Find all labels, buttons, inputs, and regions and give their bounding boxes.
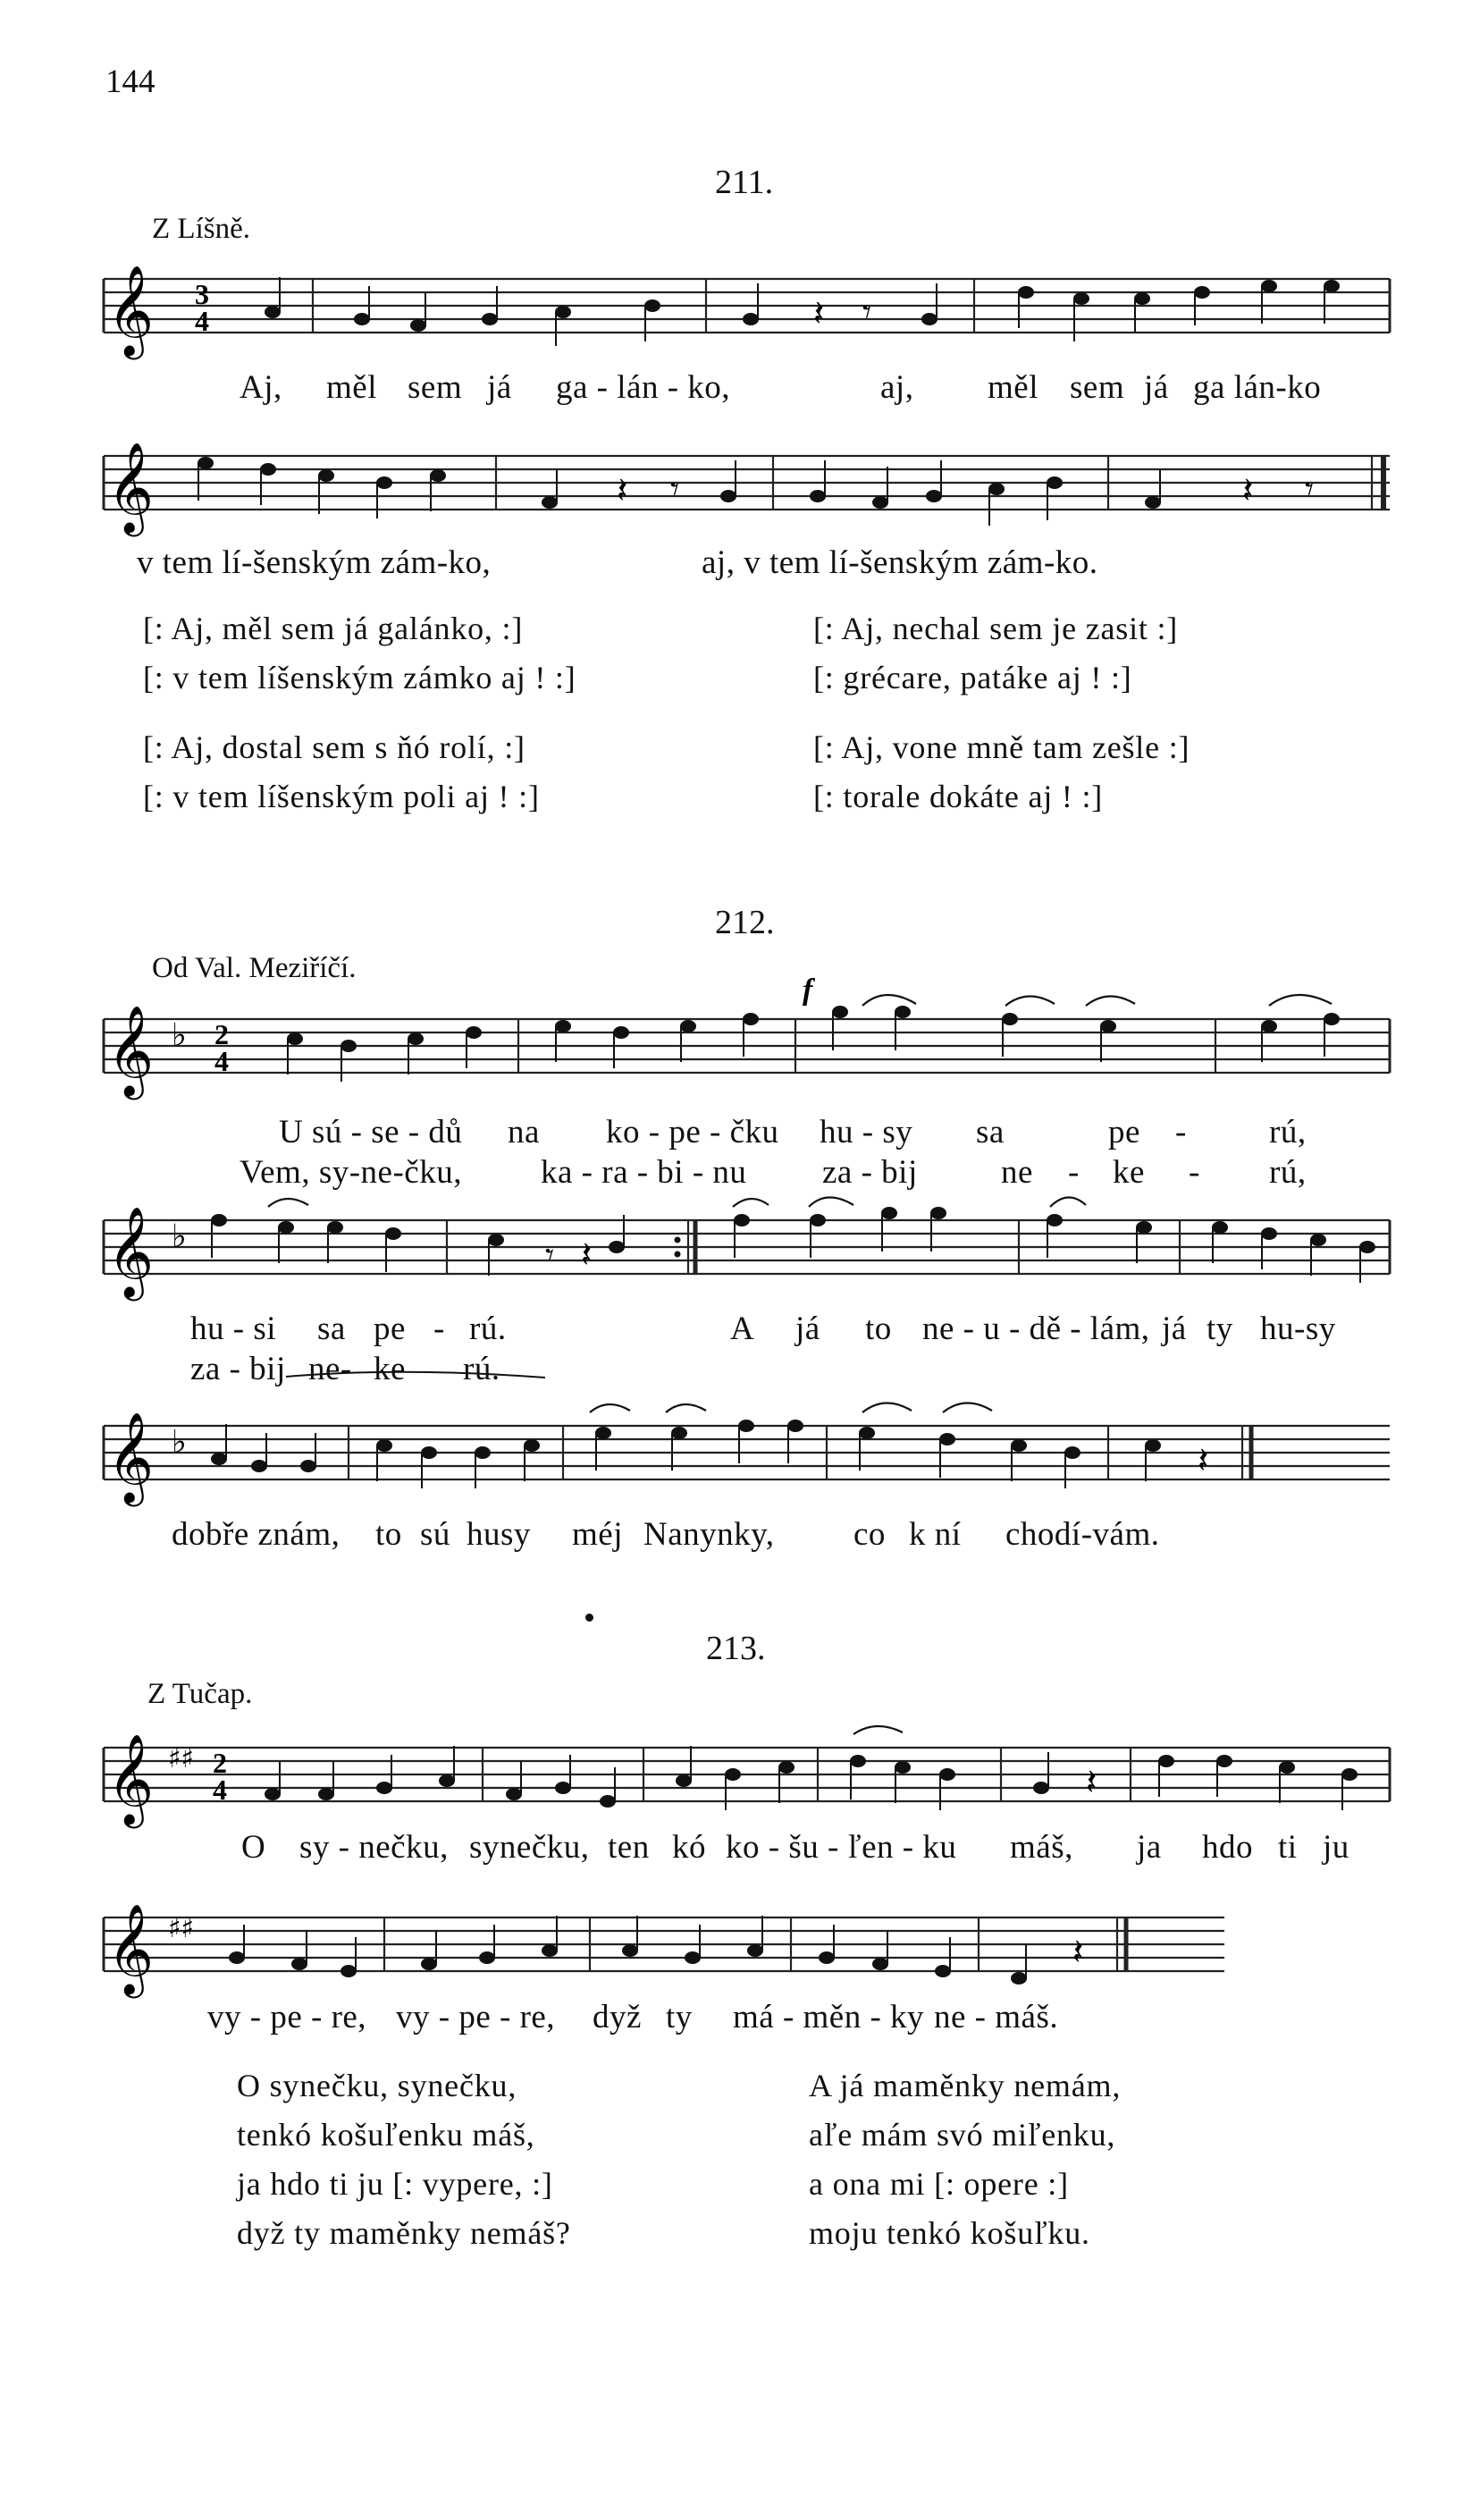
note [341,1966,356,1976]
note [1034,1783,1048,1793]
slur [268,1199,308,1207]
note [411,320,425,331]
verse-line: ja hdo ti ju [: vypere, :] [237,2166,553,2202]
lyric-word: ti [1278,1829,1298,1866]
note [542,1945,557,1956]
lyric-word: sy - nečku, [299,1829,449,1866]
note [873,1959,887,1969]
slur [853,1726,903,1734]
rest: 𝄽 [1086,1762,1097,1803]
treble-clef: 𝄞 [107,1004,155,1096]
slur [1005,996,1055,1006]
note [672,1428,686,1438]
note [198,458,213,468]
note [1280,1762,1294,1773]
lyric-word: já [1162,1311,1187,1347]
lyric-word: ga lán-ko [1193,369,1322,406]
lyric-word: za - bij [190,1351,286,1387]
note [744,314,758,324]
rest: 𝄽 [617,470,628,511]
note [721,491,736,501]
note [610,1242,624,1252]
lyric-word: já [487,369,512,406]
note [386,1228,400,1239]
slur [862,1403,912,1412]
note [1262,1228,1276,1239]
lyric-word: ko - pe - čku [606,1114,779,1150]
note [811,491,825,501]
lyric-word: ka - ra - bi - nu [541,1154,747,1191]
music-staff [0,1408,1463,1533]
verse-line: [: Aj, měl sem já galánko, :] [143,611,524,646]
treble-clef: 𝄞 [107,1902,155,1994]
lyric-word: ne- [308,1351,352,1387]
rest: 𝄾 [862,292,872,332]
note [931,1208,946,1218]
note [726,1769,740,1780]
note [328,1222,342,1233]
song-origin: Z Líšně. [152,213,250,245]
lyric-word: - [1175,1114,1187,1150]
note [614,1027,628,1038]
note [319,1789,333,1799]
note [1101,1021,1115,1032]
note [1019,287,1033,298]
time-signature-bottom: 4 [214,1045,229,1077]
flat-key-signature: ♭ [172,1424,187,1461]
lyric-word: rú, [1269,1154,1307,1191]
treble-clef: 𝄞 [107,1732,155,1825]
note [1065,1447,1080,1458]
note [927,491,941,501]
music-staff [0,1202,1463,1327]
verse-line: [: v tem líšenským poli aj ! :] [143,779,540,814]
note [408,1033,423,1044]
note [1012,1440,1026,1451]
rest: 𝄽 [581,1235,593,1276]
slur [1086,996,1135,1006]
lyric-word: O [241,1829,266,1866]
lyric-phrase: aj, v tem lí-šenským zám-ko. [702,544,1098,581]
lyric-word: k ní [909,1516,962,1553]
lyric-word: vy - pe - re, [396,1999,556,2035]
lyric-word: to [865,1311,892,1347]
note [788,1420,803,1431]
lyric-word: pe [1108,1114,1140,1150]
lyric-word: Nanynky, [643,1516,775,1553]
lyric-word: máš, [1010,1829,1073,1866]
note [1012,1973,1026,1984]
verse-line: moju tenkó košuľku. [809,2215,1090,2251]
note [1159,1756,1173,1766]
flat-key-signature: ♭ [172,1017,187,1054]
note [677,1775,691,1786]
note [1213,1222,1227,1233]
note [319,470,333,481]
lyric-word: to [375,1516,402,1553]
note [422,1447,436,1458]
note [833,1007,847,1017]
note [1342,1769,1357,1780]
note [623,1945,637,1956]
rest: 𝄽 [813,293,825,334]
lyric-word: synečku, [469,1829,590,1866]
lyric-word: dyž [593,1999,642,2035]
note [422,1959,436,1969]
music-staff [0,261,1463,386]
lyric-word: husy [467,1516,531,1553]
note [860,1428,874,1438]
verse-line: [: torale dokáte aj ! :] [813,779,1104,814]
lyric-word: vy - pe - re, [207,1999,367,2035]
note [483,314,497,324]
lyric-word: hdo [1202,1829,1253,1866]
note [936,1966,950,1976]
note [820,1952,834,1963]
note [377,1783,391,1793]
lyric-word: ty [666,1999,693,2035]
slur [1050,1197,1086,1207]
note [265,307,280,317]
note [989,484,1004,494]
rest: 𝄾 [670,469,680,509]
time-signature-bottom: 4 [213,1774,227,1806]
slur [733,1199,769,1207]
note [301,1461,315,1471]
song-origin: Od Val. Meziříčí. [152,952,357,984]
treble-clef: 𝄞 [107,441,155,533]
rest: 𝄾 [545,1235,555,1275]
note [1135,293,1149,304]
note [1217,1756,1232,1766]
repeat-dot [675,1237,681,1243]
lyric-word: co [853,1516,886,1553]
lyric-word: ja [1137,1829,1162,1866]
note [377,477,391,488]
song-number: 213. [706,1630,766,1667]
verse-line: a ona mi [: opere :] [809,2166,1069,2202]
note [525,1440,539,1451]
lyric-word: sem [408,369,463,406]
ink-dot [585,1614,593,1622]
lyric-word: chodí-vám. [1005,1516,1160,1553]
note [596,1428,610,1438]
note [1003,1014,1017,1024]
verse-line: aľe mám svó miľenku, [809,2117,1116,2153]
lyric-word: sa [976,1114,1005,1150]
note [779,1762,794,1773]
note [480,1952,494,1963]
note [1311,1235,1325,1245]
flat-key-signature: ♭ [172,1218,187,1255]
note [279,1222,293,1233]
lyric-word: sem [1070,369,1125,406]
lyric-word: ga - lán - ko, [556,369,731,406]
verse-line: [: Aj, vone mně tam zešle :] [813,729,1190,765]
treble-clef: 𝄞 [107,1205,155,1297]
lyric-word: U sú - se - dů [279,1114,463,1150]
lyric-word: kó [672,1829,706,1866]
lyric-word: - [1068,1154,1080,1191]
note [542,497,557,508]
lyric-word: sa [317,1311,346,1347]
lyric-word: pe [374,1311,406,1347]
note [1262,281,1276,291]
note [252,1461,266,1471]
song-number: 211. [715,164,774,201]
lyric-word: hu - si [190,1311,276,1347]
note [645,300,660,311]
note [895,1762,910,1773]
lyric-word: rú. [469,1311,507,1347]
time-signature-top: 2 [213,1747,227,1779]
note [811,1215,825,1226]
lyric-word: měl [988,369,1038,406]
lyric-word: já [795,1311,820,1347]
lyric-word: Vem, sy-ne-čku, [240,1154,462,1191]
note [851,1756,865,1766]
slur [590,1404,630,1412]
verse-line: tenkó košuľenku máš, [237,2117,535,2153]
verse-line: [: grécare, patáke aj ! :] [813,660,1132,695]
note [1262,1021,1276,1032]
note [681,1021,695,1032]
note [261,464,275,475]
music-staff [0,973,1463,1126]
slur [943,1403,992,1412]
lyric-word: má - měn - ky [733,1999,925,2035]
lyric-word: ty [1207,1311,1233,1347]
note [1324,281,1339,291]
note [212,1454,226,1464]
lyric-word: A [730,1311,755,1347]
treble-clef: 𝄞 [107,1411,155,1503]
treble-clef: 𝄞 [107,264,155,356]
note [1324,1014,1339,1024]
note [556,1783,570,1793]
lyric-word: - [433,1311,445,1347]
lyric-word: ten [608,1829,650,1866]
note [744,1014,758,1024]
extender-line [0,1372,1463,1390]
note [475,1447,490,1458]
note [556,1021,570,1032]
note [1137,1222,1151,1233]
note [922,314,937,324]
time-signature-bottom: 4 [195,305,209,337]
note [895,1007,910,1017]
page-number: 144 [105,63,156,100]
note [873,497,887,508]
note [1047,477,1062,488]
lyric-word: méj [572,1516,623,1553]
song-number: 212. [715,904,775,941]
verse-line: A já maměnky nemám, [809,2068,1122,2103]
note [940,1434,954,1445]
note [489,1235,503,1245]
rest: 𝄾 [1305,469,1315,509]
lyric-phrase: v tem lí-šenským zám-ko, [137,544,492,581]
sharp-key-signature: ♯♯ [168,1743,195,1774]
rest: 𝄽 [1072,1932,1084,1973]
lyric-word: na [508,1114,540,1150]
note [1074,293,1089,304]
note [507,1789,521,1799]
note [601,1796,615,1807]
verse-line: [: v tem líšenským zámko aj ! :] [143,660,576,695]
note [265,1789,280,1799]
verse-line: O synečku, synečku, [237,2068,517,2103]
lyric-word: ko - šu - ľen - ku [726,1829,957,1866]
slur [666,1404,706,1412]
sharp-key-signature: ♯♯ [168,1913,195,1944]
lyric-word: Aj, [240,369,282,406]
slur [862,995,916,1006]
lyric-word: hu-sy [1260,1311,1336,1347]
note [288,1033,302,1044]
time-signature-top: 3 [195,278,209,310]
lyric-word: sú [420,1516,450,1553]
repeat-dot [675,1252,681,1258]
note [292,1959,307,1969]
lyric-word: ke [1113,1154,1145,1191]
note [355,314,369,324]
lyric-word: hu - sy [820,1114,913,1150]
lyric-word: rú, [1269,1114,1307,1150]
note [1360,1242,1375,1252]
lyric-word: - [1189,1154,1200,1191]
note [1146,497,1160,508]
note [341,1041,356,1051]
note [440,1775,454,1786]
note [882,1208,896,1218]
note [230,1952,244,1963]
time-signature-top: 2 [214,1018,229,1050]
note [431,470,445,481]
dynamic-forte: f [803,973,813,1007]
lyric-word: ne - u - dě - lám, [922,1311,1150,1347]
verse-line: dyž ty maměnky nemáš? [237,2215,571,2251]
lyric-word: ne - máš. [934,1999,1059,2035]
note [685,1952,700,1963]
note [1146,1440,1160,1451]
lyric-word: ne [1001,1154,1033,1191]
note [735,1215,749,1226]
note [739,1420,753,1431]
note [1195,287,1209,298]
slur [809,1197,853,1207]
lyric-word: já [1144,369,1169,406]
verse-line: [: Aj, nechal sem je zasit :] [813,611,1179,646]
note [556,307,570,317]
rest: 𝄽 [1198,1440,1209,1481]
rest: 𝄽 [1242,470,1254,511]
lyric-word: za - bij [822,1154,918,1191]
lyric-word: měl [326,369,377,406]
lyric-word: rú. [463,1351,500,1387]
note [212,1215,226,1226]
note [940,1769,954,1780]
verse-line: [: Aj, dostal sem s ňó rolí, :] [143,729,526,765]
note [1047,1215,1062,1226]
song-origin: Z Tučap. [147,1678,253,1710]
slur [1269,995,1332,1006]
lyric-word: ju [1323,1829,1349,1866]
note [467,1027,481,1038]
note [377,1440,391,1451]
note [748,1945,762,1956]
lyric-word: aj, [880,369,914,406]
lyric-word: dobře znám, [172,1516,341,1553]
lyric-word: ke [374,1351,406,1387]
